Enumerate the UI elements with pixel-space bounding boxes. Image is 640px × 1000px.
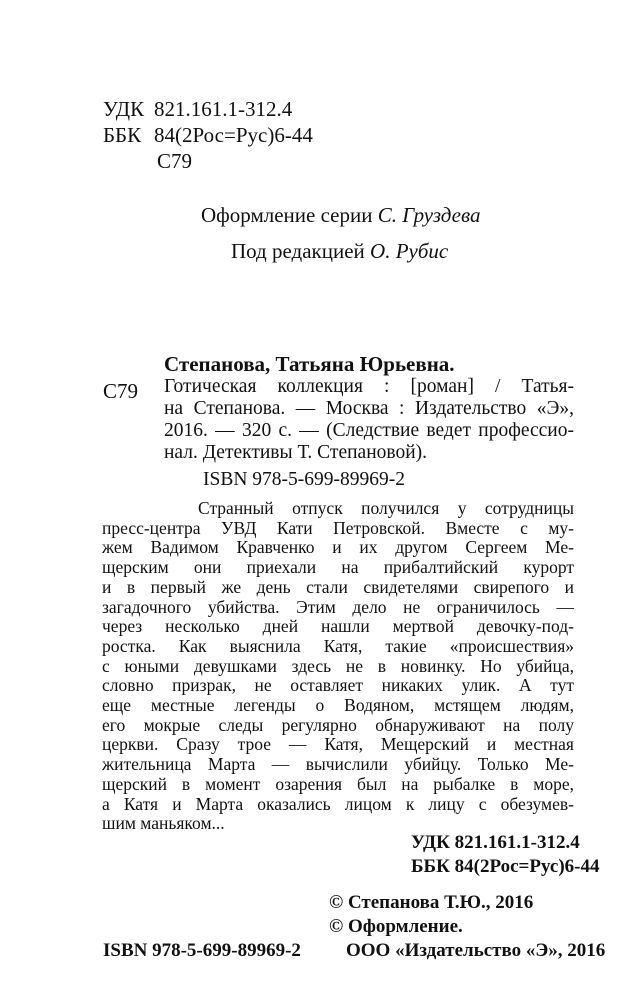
bbk-value: 84(2Рос=Рус)6-44 <box>154 123 313 147</box>
isbn-bottom: ISBN 978-5-699-89969-2 <box>103 940 301 961</box>
copyright-design: © Оформление. <box>329 916 463 937</box>
annotation: Странный отпуск получился у сотрудницы пресс-центра УВД Кати Петровской. Вместе с му- жем Вадимом Кравченко и их другом Сергеем Ме- щерским они приехали на прибалтийский курорт и в первый же день стали свидетелями свирепого и загадочного убийства. Этим дело не ограничилось — через несколько дней нашли мертвой девочку-под- ростка. Как выяснила Катя, такие «происшествия» с юными девушками здесь не в новинку. Но убийца, словно призрак, не оставляет никаких улик. А тут еще местные легенды о Водяном, мстящем людям, его мокрые следы регулярно обнаруживают на полу церкви. Сразу трое — Катя, Мещерский и местная жительница Марта — вычислили убийцу. Только Ме- щерский в момент озарения был на рыбалке в море, а Катя и Марта оказались лицом к лицу с обезумев- шим маньяком... <box>102 498 574 834</box>
series-designer: С. Груздева <box>377 203 481 227</box>
record-isbn: ISBN 978-5-699-89969-2 <box>203 469 406 490</box>
bibliographic-description: Готическая коллекция : [роман] / Татья- на Степанова. — Москва : Издательство «Э», 2016. — 320 с. — (Следствие ведет профессио- нал. Детективы Т. Степановой). <box>164 376 574 463</box>
bbk-label: ББК <box>103 123 142 147</box>
author-mark-top: С79 <box>157 149 193 173</box>
udc-value: 821.161.1-312.4 <box>154 97 293 121</box>
editor-line: Под редакцией О. Рубис <box>231 239 449 263</box>
record-author: Степанова, Татьяна Юрьевна. <box>164 352 455 376</box>
bbk-top <box>103 122 313 148</box>
udc-label: УДК <box>103 97 145 121</box>
editor-name: О. Рубис <box>370 239 449 263</box>
udc-bottom: УДК 821.161.1-312.4 <box>411 832 580 853</box>
udc-top <box>103 96 292 122</box>
bbk-bottom: ББК 84(2Рос=Рус)6-44 <box>411 856 600 877</box>
copyright-author: © Степанова Т.Ю., 2016 <box>329 892 534 913</box>
series-design-line: Оформление серии С. Груздева <box>201 203 481 227</box>
copyright-publisher: ООО «Издательство «Э», 2016 <box>346 940 606 961</box>
author-mark: С79 <box>103 379 139 403</box>
